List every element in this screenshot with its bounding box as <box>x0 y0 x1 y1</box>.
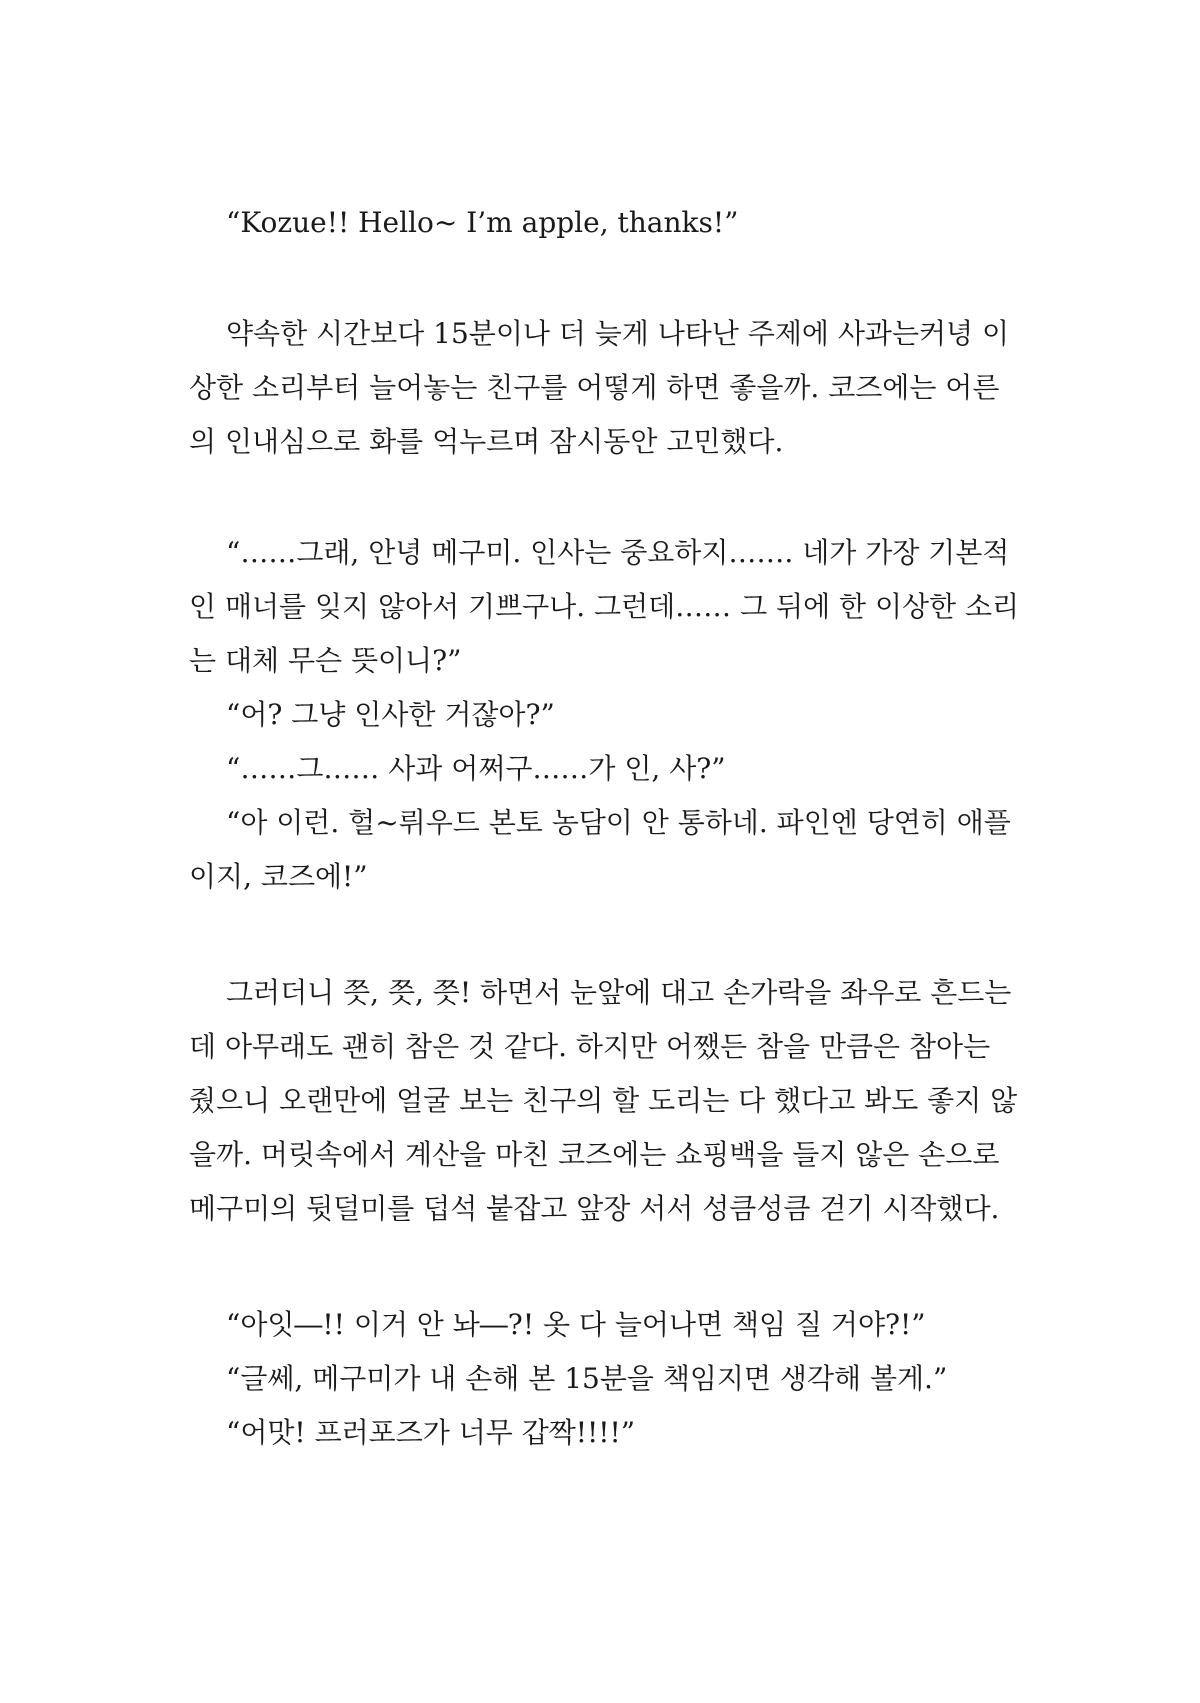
text-line: “아잇―!! 이거 안 놔―?! 옷 다 늘어나면 책임 질 거야?!” <box>226 1308 926 1341</box>
text-line: “……그래, 안녕 메구미. 인사는 중요하지……. 네가 가장 기본적 <box>226 536 1010 569</box>
text-line: “아 이런. 헐~뤼우드 본토 농담이 안 통하네. 파인엔 당연히 애플 <box>226 806 1011 839</box>
text-line: 약속한 시간보다 15분이나 더 늦게 나타난 주제에 사과는커녕 이 <box>226 317 1010 350</box>
text-line: “Kozue!! Hello~ I’m apple, thanks!” <box>226 206 739 239</box>
narration-paragraph-1 <box>189 307 1019 469</box>
text-line: 는 대체 무슨 뜻이니?” <box>189 644 462 677</box>
dialogue-exchange-1 <box>189 526 1019 904</box>
text-line: “어맛! 프러포즈가 너무 갑짝!!!!” <box>226 1416 636 1449</box>
text-line: 줬으니 오랜만에 얼굴 보는 친구의 할 도리는 다 했다고 봐도 좋지 않 <box>189 1084 1018 1117</box>
dialogue-greeting <box>189 196 1019 250</box>
text-line: 의 인내심으로 화를 억누르며 잠시동안 고민했다. <box>189 425 784 458</box>
dialogue-exchange-2 <box>189 1298 1019 1460</box>
text-line: 그러더니 쯧, 쯧, 쯧! 하면서 눈앞에 대고 손가락을 좌우로 흔드는 <box>226 976 1012 1009</box>
text-line: 상한 소리부터 늘어놓는 친구를 어떻게 하면 좋을까. 코즈에는 어른 <box>189 371 1000 404</box>
text-line: “……그…… 사과 어쩌구……가 인, 사?” <box>226 752 726 785</box>
text-line: “글쎄, 메구미가 내 손해 본 15분을 책임지면 생각해 볼게.” <box>226 1362 948 1395</box>
text-line: “어? 그냥 인사한 거잖아?” <box>226 698 555 731</box>
text-line: 이지, 코즈에!” <box>189 860 368 893</box>
text-line: 데 아무래도 괜히 참은 것 같다. 하지만 어쨌든 참을 만큼은 참아는 <box>189 1030 991 1063</box>
text-line: 을까. 머릿속에서 계산을 마친 코즈에는 쇼핑백을 들지 않은 손으로 <box>189 1138 1000 1171</box>
text-line: 인 매너를 잊지 않아서 기쁘구나. 그런데…… 그 뒤에 한 이상한 소리 <box>189 590 1020 623</box>
text-line: 메구미의 뒷덜미를 덥석 붙잡고 앞장 서서 성큼성큼 걷기 시작했다. <box>189 1192 1000 1225</box>
narration-paragraph-2 <box>189 966 1019 1236</box>
